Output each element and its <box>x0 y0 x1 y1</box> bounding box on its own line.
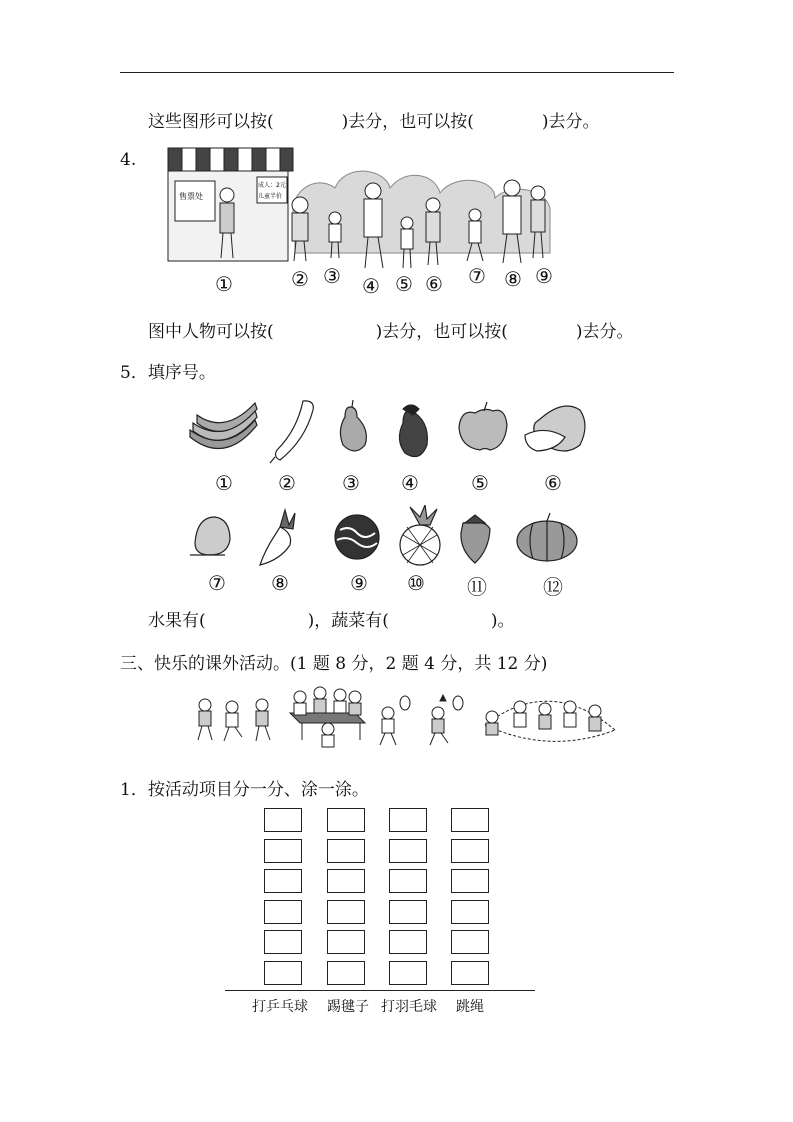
produce-row-1 <box>185 395 595 470</box>
q4-person-number-2: ② <box>291 267 309 291</box>
grid-box[interactable] <box>327 930 365 954</box>
q5-item-number-6: ⑥ <box>544 471 562 495</box>
q5-item-number-5: ⑤ <box>471 471 489 495</box>
category-label-shuttlecock: 踢毽子 <box>327 999 369 1015</box>
price-sign-child: 儿童半价 <box>258 193 283 200</box>
q1-label: 1．按活动项目分一分、涂一涂。 <box>120 780 369 800</box>
grid-box[interactable] <box>389 961 427 985</box>
watermelon-icon <box>335 515 379 559</box>
q5-item-number-1: ① <box>215 471 233 495</box>
q4-question-line: 图中人物可以按( )去分，也可以按( )去分。 <box>148 322 634 342</box>
grid-box[interactable] <box>451 930 489 954</box>
q5-label: 5．填序号。 <box>120 363 216 383</box>
cabbage-icon <box>525 406 585 451</box>
grid-box[interactable] <box>264 869 302 893</box>
q4-person-number-3: ③ <box>323 264 341 288</box>
cucumber-icon <box>270 401 313 463</box>
grid-baseline <box>225 990 535 991</box>
grid-box[interactable] <box>389 930 427 954</box>
q5-item-number-10: ⑩ <box>407 571 425 595</box>
radish-icon <box>260 510 295 565</box>
grid-box[interactable] <box>264 808 302 832</box>
category-label-badminton: 打羽毛球 <box>381 999 437 1015</box>
q4-person-number-5: ⑤ <box>395 272 413 296</box>
q5-item-number-9: ⑨ <box>350 571 368 595</box>
apple-icon <box>459 402 507 450</box>
booth-sign: 售票处 <box>179 192 203 201</box>
grid-box[interactable] <box>327 869 365 893</box>
pumpkin-icon <box>517 513 577 561</box>
q5-item-number-3: ③ <box>342 471 360 495</box>
pineapple-icon <box>400 505 440 565</box>
q5-item-number-7: ⑦ <box>208 571 226 595</box>
grid-box[interactable] <box>327 961 365 985</box>
produce-row-2 <box>185 505 595 575</box>
q3-question-line: 这些图形可以按( )去分，也可以按( )去分。 <box>148 112 600 132</box>
q4-person-number-7: ⑦ <box>468 264 486 288</box>
grid-box[interactable] <box>264 930 302 954</box>
q4-person-number-9: ⑨ <box>535 264 553 288</box>
activities-illustration <box>190 685 625 750</box>
pear-icon <box>340 400 366 451</box>
section-3-title: 三、快乐的课外活动。(1 题 8 分，2 题 4 分，共 12 分) <box>120 654 548 674</box>
grid-box[interactable] <box>451 900 489 924</box>
grid-box[interactable] <box>264 900 302 924</box>
grid-box[interactable] <box>451 808 489 832</box>
q5-item-number-2: ② <box>278 471 296 495</box>
price-sign-adult: 成人：2元 <box>258 182 286 189</box>
q5-item-number-4: ④ <box>401 471 419 495</box>
grid-box[interactable] <box>389 900 427 924</box>
q4-person-number-4: ④ <box>362 274 380 298</box>
q5-item-number-12: ⑫ <box>543 575 563 599</box>
grid-box[interactable] <box>389 808 427 832</box>
grid-box[interactable] <box>264 961 302 985</box>
grid-box[interactable] <box>451 839 489 863</box>
grid-box[interactable] <box>451 869 489 893</box>
grid-box[interactable] <box>327 900 365 924</box>
grid-box[interactable] <box>451 961 489 985</box>
q4-person-number-8: ⑧ <box>504 267 522 291</box>
grid-box[interactable] <box>327 839 365 863</box>
eggplant-icon <box>399 405 427 457</box>
banana-icon <box>190 403 257 449</box>
grid-box[interactable] <box>389 839 427 863</box>
grid-box[interactable] <box>389 869 427 893</box>
q4-person-number-1: ① <box>215 272 233 296</box>
q5-item-number-8: ⑧ <box>271 571 289 595</box>
q4-person-number-6: ⑥ <box>425 272 443 296</box>
strawberry-icon <box>461 515 490 563</box>
grid-box[interactable] <box>327 808 365 832</box>
category-label-pingpong: 打乒乓球 <box>252 999 308 1015</box>
header-rule <box>120 72 674 73</box>
peach-icon <box>190 517 230 555</box>
q4-label: 4. <box>120 150 137 170</box>
q5-item-number-11: ⑪ <box>467 575 487 599</box>
grid-box[interactable] <box>264 839 302 863</box>
category-label-jumprope: 跳绳 <box>456 999 484 1015</box>
q5-question-line: 水果有( )，蔬菜有( )。 <box>148 611 515 631</box>
